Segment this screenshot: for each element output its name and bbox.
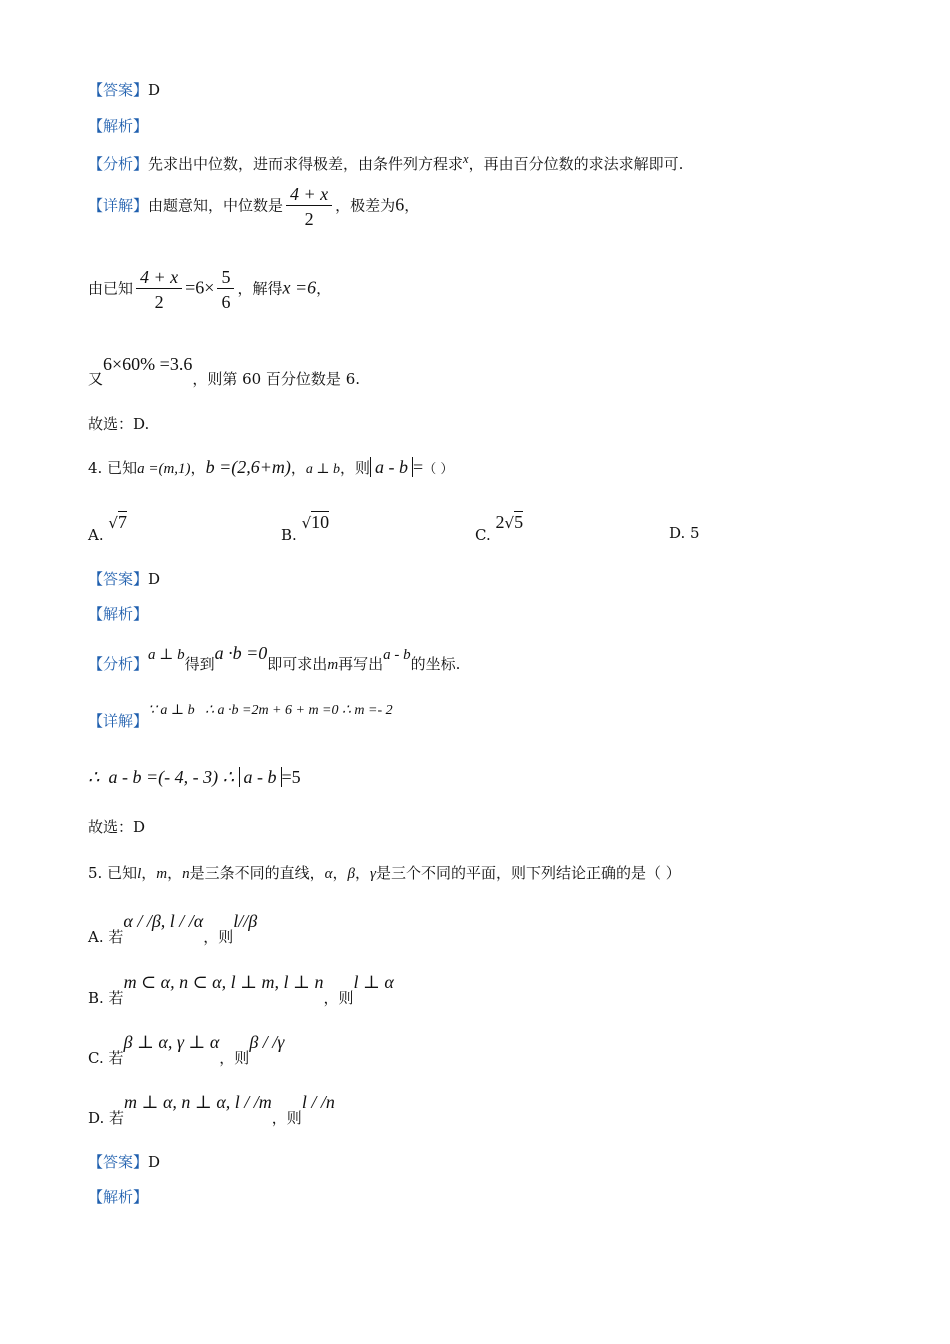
answer-line <box>88 572 160 587</box>
math-value: 6 <box>395 194 405 215</box>
option-label: C. <box>475 526 491 544</box>
fenxi-text-3: 再写出 <box>338 655 384 673</box>
math-expr: 6×60% =3.6 <box>103 354 193 374</box>
math-expr: a ⊥ b <box>148 647 185 663</box>
option-radicand: 7 <box>117 512 127 532</box>
math-var: n <box>182 866 190 882</box>
fenxi-text: 得到 <box>184 655 215 673</box>
math-expr: ∴ a - b =(- 4, - 3) ∴ <box>88 767 239 787</box>
math-var: m <box>156 866 168 882</box>
detail-tag: 【详解】 <box>88 712 149 730</box>
fenxi-tag: 【分析】 <box>88 655 149 673</box>
option-c: C. 2√5 <box>475 512 524 544</box>
math-expr: ∵ a ⊥ b ∴ a ·b =2m + 6 + m =0 ∴ m =- 2 <box>148 703 393 718</box>
fraction-den: 6 <box>221 292 231 312</box>
fraction <box>217 268 234 311</box>
option-c <box>88 1032 285 1067</box>
math-var: l <box>137 866 142 882</box>
fraction <box>136 268 182 311</box>
math-var: α <box>324 866 333 882</box>
math-abs: a - b <box>239 767 282 787</box>
question-text-2: ，则 <box>340 459 371 477</box>
option-a: A. √7 <box>88 512 127 544</box>
math-perp: a ⊥ b <box>305 462 341 477</box>
detail-line <box>88 185 419 228</box>
fenxi-text: 先求出中位数，进而求得极差，由条件列方程求 <box>148 155 464 173</box>
question-text-2: 是三条不同的直线， <box>189 864 325 882</box>
math-var: m <box>327 657 339 673</box>
math-var: γ <box>370 866 376 882</box>
analysis-tag: 【解析】 <box>88 117 149 135</box>
punct: ， <box>141 864 157 882</box>
punct: ， <box>316 279 332 298</box>
option-label: D. 若 <box>88 1109 125 1127</box>
also-text: 又 <box>88 370 104 388</box>
known-text: 由已知 <box>88 279 134 298</box>
fenxi-line <box>88 643 461 673</box>
punct: ， <box>404 196 420 215</box>
answer-paren: （ ） <box>423 462 454 477</box>
option-condition: β ⊥ α, γ ⊥ α <box>123 1032 220 1052</box>
question-text-3: 是三个不同的平面，则下列结论正确的是（ ） <box>375 864 681 882</box>
therefore-line <box>88 768 301 786</box>
option-radicand: 5 <box>514 512 524 532</box>
fenxi-tag: 【分析】 <box>88 155 149 173</box>
detail-text-2: ，极差为 <box>335 196 396 215</box>
option-then: ，则 <box>219 1049 250 1067</box>
option-d <box>88 1092 335 1127</box>
fraction <box>286 185 332 228</box>
option-label: B. <box>281 526 297 544</box>
math-eq: = <box>413 457 424 477</box>
option-b <box>88 972 394 1007</box>
question-text: 4. 已知 <box>88 459 138 477</box>
option-label: C. 若 <box>88 1049 124 1067</box>
fraction-den: 2 <box>304 209 314 229</box>
option-b: B. √10 <box>281 512 330 544</box>
answer-value: D <box>148 81 161 99</box>
math-expr: =6× <box>185 277 215 298</box>
also-text-2: ，则第 60 百分位数是 6. <box>192 370 361 388</box>
punct: ， <box>190 459 206 477</box>
option-condition: m ⊂ α, n ⊂ α, l ⊥ m, l ⊥ n <box>123 972 324 992</box>
math-var: x <box>463 152 469 166</box>
fraction-num: 4 + x <box>286 185 332 206</box>
choose-line: 故选：D <box>88 818 146 836</box>
answer-value: D <box>148 570 161 588</box>
math-var: β <box>347 866 356 882</box>
math-expr: a - b <box>383 647 411 663</box>
known-line <box>88 268 331 311</box>
fenxi-text-2: ，再由百分位数的求法求解即可. <box>468 155 684 173</box>
fraction-num: 5 <box>217 268 234 289</box>
punct: ， <box>332 864 348 882</box>
option-result: l//β <box>233 911 258 931</box>
option-d <box>669 524 700 542</box>
also-line <box>88 354 361 388</box>
option-result: l / /n <box>301 1092 335 1112</box>
detail-text: 由题意知，中位数是 <box>148 196 284 215</box>
option-label: D. 5 <box>669 524 700 542</box>
detail-tag: 【详解】 <box>88 196 149 215</box>
question-4 <box>88 458 453 477</box>
answer-value: D <box>148 1153 161 1171</box>
detail-line <box>88 702 393 730</box>
option-coef: 2 <box>495 512 505 532</box>
analysis-tag: 【解析】 <box>88 605 149 623</box>
answer-tag: 【答案】 <box>88 570 149 588</box>
question-text: 5. 已知 <box>88 864 138 882</box>
question-5 <box>88 866 681 882</box>
answer-tag: 【答案】 <box>88 1153 149 1171</box>
option-result: l ⊥ α <box>353 972 394 992</box>
fenxi-text-4: 的坐标. <box>410 655 461 673</box>
answer-tag: 【答案】 <box>88 81 149 99</box>
option-then: ，则 <box>271 1109 302 1127</box>
fraction-den: 2 <box>154 292 164 312</box>
punct: ， <box>290 459 306 477</box>
punct: ， <box>355 864 371 882</box>
option-label: B. 若 <box>88 989 124 1007</box>
option-then: ，则 <box>203 928 234 946</box>
option-result: β / /γ <box>249 1032 285 1052</box>
math-expr-2: =5 <box>281 767 301 787</box>
analysis-tag: 【解析】 <box>88 1188 149 1206</box>
fraction-num: 4 + x <box>136 268 182 289</box>
answer-line <box>88 1155 160 1170</box>
math-expr: a ·b =0 <box>214 643 268 663</box>
math-vector-a: a =(m,1) <box>137 461 191 477</box>
choose-line: 故选：D. <box>88 415 150 433</box>
option-condition: α / /β, l / /α <box>123 911 204 931</box>
fenxi-line <box>88 153 683 172</box>
option-label: A. 若 <box>88 928 124 946</box>
math-abs: a - b <box>370 457 413 477</box>
option-then: ，则 <box>323 989 354 1007</box>
option-condition: m ⊥ α, n ⊥ α, l / /m <box>124 1092 272 1112</box>
option-radicand: 10 <box>311 512 330 532</box>
punct: ， <box>167 864 183 882</box>
answer-line <box>88 83 160 98</box>
option-a <box>88 911 258 946</box>
fenxi-text-2: 即可求出 <box>267 655 328 673</box>
math-expr: x =6 <box>282 277 317 298</box>
option-label: A. <box>88 526 104 544</box>
known-text-2: ，解得 <box>237 279 283 298</box>
math-vector-b: b =(2,6+m) <box>205 457 291 477</box>
